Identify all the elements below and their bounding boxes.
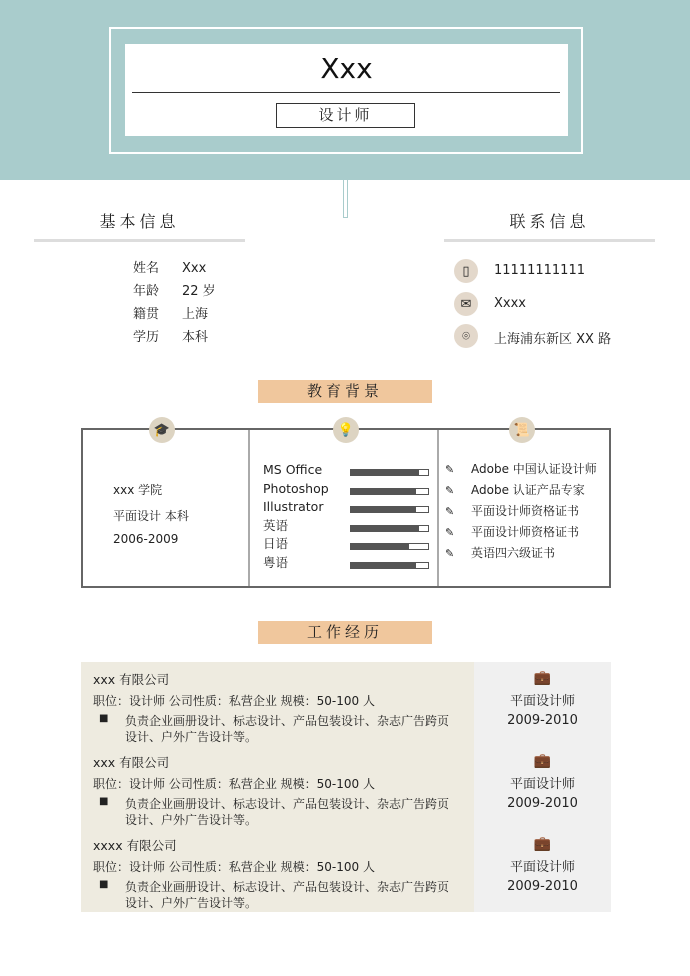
- divider: [437, 430, 439, 586]
- job-info: 职位：设计师 公司性质：私营企业 规模：50-100 人: [93, 777, 375, 791]
- years: 2006-2009: [113, 532, 179, 546]
- role: 平面设计师: [509, 860, 575, 875]
- cert-item: ✎ 平面设计师资格证书: [445, 525, 580, 539]
- cert-item: ✎ Adobe 中国认证设计师: [445, 462, 597, 476]
- briefcase-icon: 💼: [533, 753, 552, 769]
- basic-heading: 基本信息: [99, 212, 180, 231]
- mail-icon: ✉: [454, 292, 478, 316]
- skill-bar: [350, 506, 429, 513]
- skill-row: [263, 478, 433, 496]
- info-row: 籍贯 上海: [133, 307, 209, 322]
- job-desc: 负责企业画册设计、标志设计、产品包装设计、杂志广告跨页设计、户外广告设计等。: [125, 797, 450, 827]
- info-row: 姓名 Xxx: [133, 261, 207, 276]
- skill-name: Photoshop: [263, 480, 329, 496]
- email: Xxxx: [494, 296, 526, 311]
- divider: [444, 239, 655, 242]
- skill-row: [263, 459, 433, 477]
- role: 平面设计师: [509, 694, 575, 709]
- job-summary: [474, 828, 611, 912]
- info-row: 年龄 22 岁: [133, 284, 216, 299]
- job-years: 2009-2010: [507, 879, 578, 894]
- name: Xxx: [320, 52, 373, 85]
- company: xxx 有限公司: [93, 672, 170, 687]
- skill-bar-fill: [351, 544, 409, 549]
- job-details: [81, 828, 474, 912]
- skill-bar-fill: [351, 507, 416, 512]
- skill-bar-fill: [351, 489, 416, 494]
- job-entry: [81, 662, 611, 746]
- bullet-icon: ■: [99, 713, 109, 724]
- lightbulb-icon: 💡: [333, 417, 359, 443]
- certificate-icon: ✎: [445, 484, 455, 497]
- location-icon: ⌾: [454, 324, 478, 348]
- skill-name: 日语: [263, 536, 289, 552]
- cert-item: ✎ 平面设计师资格证书: [445, 504, 580, 518]
- phone-icon: ▯: [454, 259, 478, 283]
- cert-item: ✎ 英语四六级证书: [445, 546, 556, 560]
- job-desc: 负责企业画册设计、标志设计、产品包装设计、杂志广告跨页设计、户外广告设计等。: [125, 714, 450, 744]
- company: xxx 有限公司: [93, 755, 170, 770]
- company: xxxx 有限公司: [93, 838, 177, 853]
- phone: 11111111111: [494, 263, 585, 278]
- job-details: [81, 662, 474, 746]
- divider: [132, 92, 560, 93]
- job-entry: [81, 828, 611, 912]
- job-info: 职位：设计师 公司性质：私营企业 规模：50-100 人: [93, 860, 375, 874]
- school: xxx 学院: [113, 483, 163, 497]
- job-info: 职位：设计师 公司性质：私营企业 规模：50-100 人: [93, 694, 375, 708]
- skill-bar-fill: [351, 470, 419, 475]
- certs-list: [445, 460, 597, 565]
- skill-name: 粤语: [263, 555, 289, 570]
- info-row: 学历 本科: [133, 330, 209, 345]
- skill-row: [263, 496, 433, 514]
- bullet-icon: ■: [99, 879, 109, 890]
- briefcase-icon: 💼: [533, 836, 552, 852]
- certificate-icon: ✎: [445, 463, 455, 476]
- briefcase-icon: 💼: [533, 670, 552, 686]
- job-details: [81, 745, 474, 829]
- major: 平面设计 本科: [113, 509, 189, 523]
- job-years: 2009-2010: [507, 713, 578, 728]
- job-summary: [474, 662, 611, 746]
- skill-row: [263, 515, 433, 533]
- skill-bar: [350, 543, 429, 550]
- cert-item: ✎ Adobe 认证产品专家: [445, 483, 585, 497]
- name-box: [125, 44, 568, 136]
- skill-name: MS Office: [263, 462, 323, 477]
- job-summary: [474, 745, 611, 829]
- certificate-icon: ✎: [445, 505, 455, 518]
- skill-bar: [350, 562, 429, 569]
- certificate-icon: ✎: [445, 547, 455, 560]
- skill-bar: [350, 488, 429, 495]
- job-title: 设计师: [276, 103, 415, 128]
- contact-heading: 联系信息: [509, 212, 590, 231]
- skill-bar: [350, 469, 429, 476]
- diploma-icon: 📜: [509, 417, 535, 443]
- education-box: [81, 422, 611, 588]
- address: 上海浦东新区 XX 路: [494, 332, 612, 347]
- education-heading: 教育背景: [258, 380, 432, 403]
- basic-info: [133, 257, 216, 349]
- job-desc: 负责企业画册设计、标志设计、产品包装设计、杂志广告跨页设计、户外广告设计等。: [125, 880, 450, 910]
- job-entry: [81, 745, 611, 829]
- certificate-icon: ✎: [445, 526, 455, 539]
- graduation-cap-icon: 🎓: [149, 417, 175, 443]
- skill-name: 英语: [263, 517, 289, 533]
- skill-row: [263, 552, 433, 570]
- work-heading: 工作经历: [258, 621, 432, 644]
- skill-name: Illustrator: [263, 499, 324, 515]
- skill-row: [263, 533, 433, 551]
- skill-bar-fill: [351, 526, 419, 531]
- bullet-icon: ■: [99, 796, 109, 807]
- connector: [343, 154, 348, 218]
- divider: [248, 430, 250, 586]
- skill-bar-fill: [351, 563, 416, 568]
- divider: [34, 239, 245, 242]
- role: 平面设计师: [509, 777, 575, 792]
- job-years: 2009-2010: [507, 796, 578, 811]
- skill-bar: [350, 525, 429, 532]
